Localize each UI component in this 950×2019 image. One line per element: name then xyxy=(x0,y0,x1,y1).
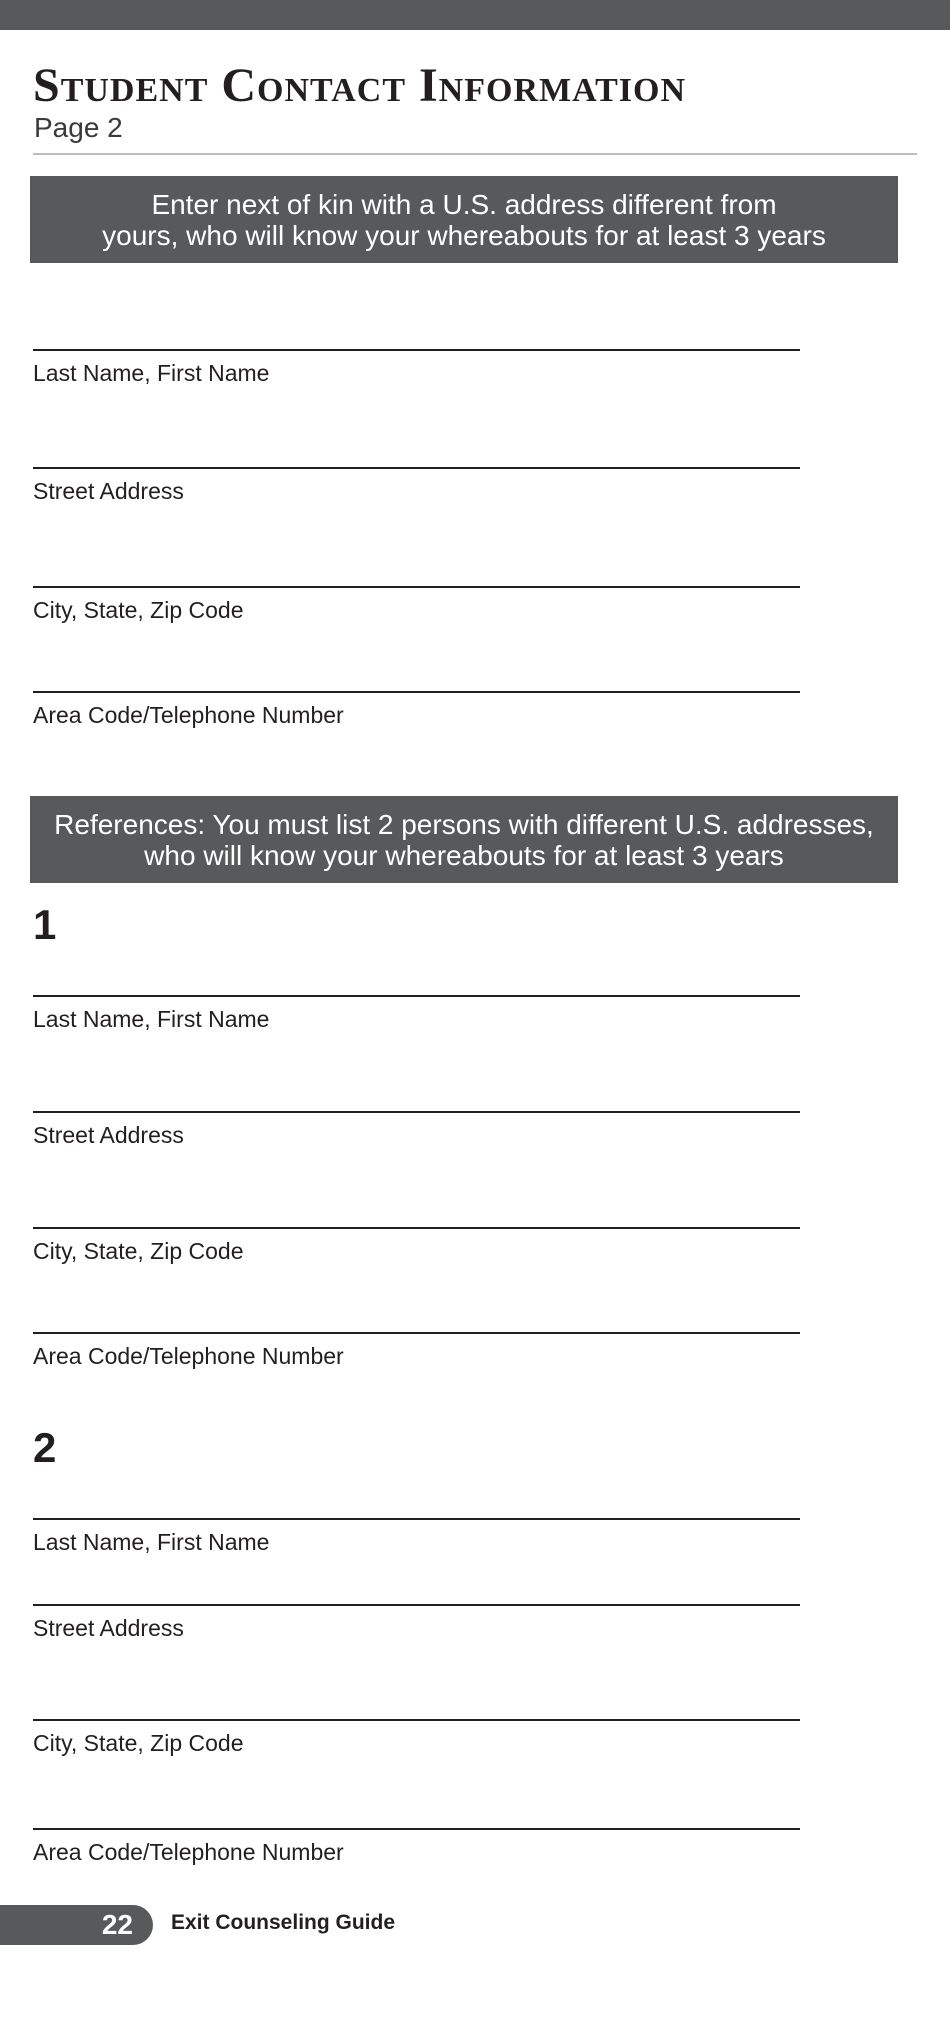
page-number: 22 xyxy=(101,1909,133,1940)
next-of-kin-banner-line-2: yours, who will know your whereabouts for at least 3 years xyxy=(102,219,826,251)
title-divider xyxy=(33,153,917,155)
reference-2-name-label: Last Name, First Name xyxy=(33,1529,270,1555)
reference-2-phone-label: Area Code/Telephone Number xyxy=(33,1839,344,1865)
next-of-kin-banner-line-1: Enter next of kin with a U.S. address different from xyxy=(151,188,777,220)
reference-1-city-label: City, State, Zip Code xyxy=(33,1238,244,1264)
reference-2-street-field[interactable] xyxy=(33,1604,800,1642)
reference-2-city-label: City, State, Zip Code xyxy=(33,1730,244,1756)
references-banner-line-2: who will know your whereabouts for at least 3 years xyxy=(144,839,784,871)
reference-1-name-field[interactable] xyxy=(33,995,800,1033)
reference-2-number: 2 xyxy=(33,1424,57,1471)
reference-2-name-field[interactable] xyxy=(33,1518,800,1556)
next-of-kin-street-field[interactable] xyxy=(33,467,800,505)
next-of-kin-name-line[interactable] xyxy=(33,349,800,351)
reference-2-name-line[interactable] xyxy=(33,1518,800,1520)
page-title: Student Contact Information xyxy=(33,59,687,112)
guide-title: Exit Counseling Guide xyxy=(171,1911,396,1934)
page-subtitle: Page 2 xyxy=(34,112,123,143)
reference-1-street-field[interactable] xyxy=(33,1111,800,1149)
references-banner xyxy=(30,796,898,883)
reference-2-city-line[interactable] xyxy=(33,1719,800,1721)
next-of-kin-phone-label: Area Code/Telephone Number xyxy=(33,702,344,728)
reference-1-phone-field[interactable] xyxy=(33,1332,800,1370)
reference-1-phone-label: Area Code/Telephone Number xyxy=(33,1343,344,1369)
reference-1-name-line[interactable] xyxy=(33,995,800,997)
next-of-kin-name-label: Last Name, First Name xyxy=(33,360,270,386)
top-bar xyxy=(0,0,950,30)
reference-2-city-field[interactable] xyxy=(33,1719,800,1757)
reference-2-phone-field[interactable] xyxy=(33,1828,800,1866)
next-of-kin-phone-field[interactable] xyxy=(33,691,800,729)
reference-1-street-line[interactable] xyxy=(33,1111,800,1113)
reference-2-street-line[interactable] xyxy=(33,1604,800,1606)
next-of-kin-city-label: City, State, Zip Code xyxy=(33,597,244,623)
reference-1-number: 1 xyxy=(33,901,57,948)
next-of-kin-street-label: Street Address xyxy=(33,478,184,504)
next-of-kin-street-line[interactable] xyxy=(33,467,800,469)
reference-1-phone-line[interactable] xyxy=(33,1332,800,1334)
reference-1-city-line[interactable] xyxy=(33,1227,800,1229)
reference-1-name-label: Last Name, First Name xyxy=(33,1006,270,1032)
reference-1-street-label: Street Address xyxy=(33,1122,184,1148)
next-of-kin-phone-line[interactable] xyxy=(33,691,800,693)
next-of-kin-name-field[interactable] xyxy=(33,349,800,387)
references-banner-line-1: References: You must list 2 persons with different U.S. addresses, xyxy=(54,808,874,840)
next-of-kin-banner xyxy=(30,176,898,263)
next-of-kin-city-field[interactable] xyxy=(33,586,800,624)
reference-2-phone-line[interactable] xyxy=(33,1828,800,1830)
page-number-tab xyxy=(0,1905,153,1945)
next-of-kin-city-line[interactable] xyxy=(33,586,800,588)
reference-2-street-label: Street Address xyxy=(33,1615,184,1641)
reference-1-city-field[interactable] xyxy=(33,1227,800,1265)
